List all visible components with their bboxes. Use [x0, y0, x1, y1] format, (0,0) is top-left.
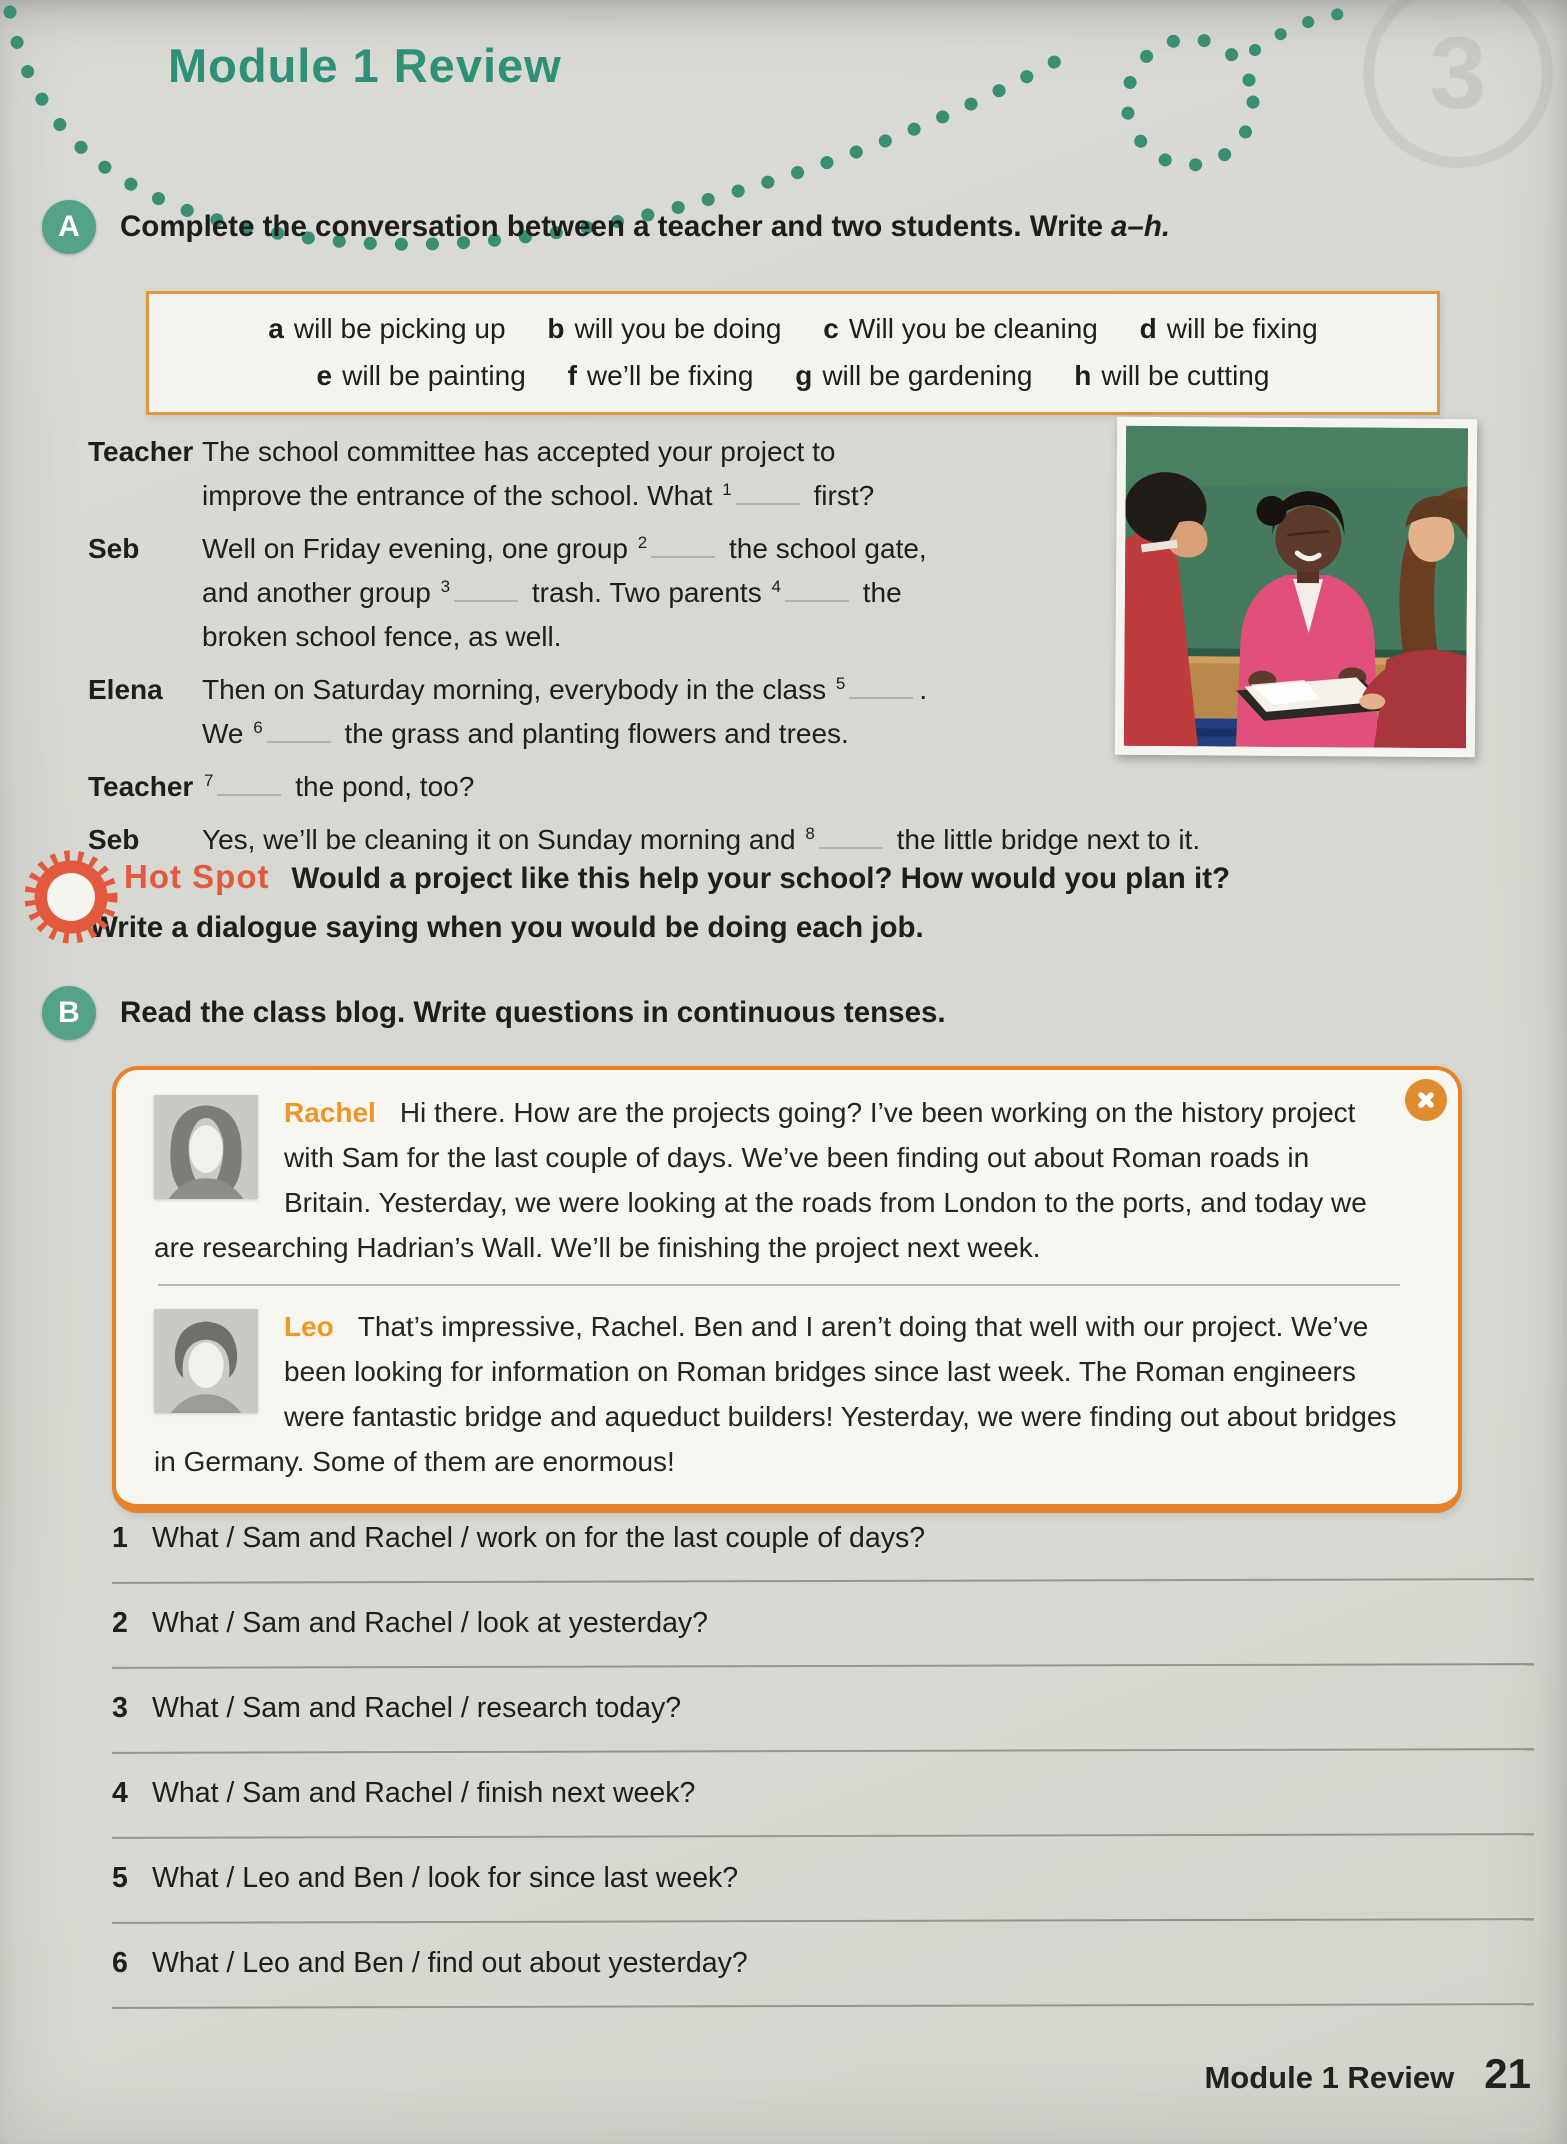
- option-phrase: will be gardening: [822, 360, 1033, 391]
- question-number: 6: [112, 1947, 128, 1979]
- question-block: [112, 1692, 1534, 1752]
- dialogue-text: the grass and planting flowers and trees.: [336, 718, 849, 749]
- option-letter: b: [547, 313, 565, 344]
- question-block: [112, 1777, 1534, 1837]
- blank-number: 6: [253, 718, 263, 737]
- exercise-a-range: a–h.: [1111, 210, 1171, 243]
- dialogue-text: and another group: [202, 577, 439, 608]
- show-through-unit-number: 3: [1363, 0, 1553, 168]
- dialogue-text: The school committee has accepted your project to: [202, 436, 836, 467]
- question-number: 5: [112, 1862, 128, 1894]
- blog-post-rachel: [154, 1090, 1404, 1270]
- question-line: [112, 1522, 1534, 1555]
- blank-number: 7: [204, 771, 214, 790]
- word-option: [317, 360, 526, 391]
- question-line: [112, 1692, 1534, 1725]
- class-blog-panel: [112, 1066, 1462, 1513]
- question-text: What / Sam and Rachel / finish next week?: [152, 1777, 696, 1809]
- word-option: [568, 360, 754, 391]
- answer-line[interactable]: [112, 1748, 1534, 1754]
- dialogue-speaker: Seb: [88, 533, 140, 564]
- question-number: 4: [112, 1777, 128, 1809]
- blog-post-leo: [154, 1304, 1404, 1484]
- question-block: [112, 1607, 1534, 1667]
- option-phrase: will be painting: [342, 360, 526, 391]
- exercise-a-header: [42, 200, 1170, 254]
- option-letter: g: [795, 360, 813, 391]
- blank-number: 1: [722, 480, 732, 499]
- answer-blank[interactable]: [217, 774, 281, 796]
- question-line: [112, 1777, 1534, 1810]
- blank-number: 8: [805, 824, 815, 843]
- footer-section-label: Module 1 Review: [1204, 2060, 1455, 2095]
- dialogue-text: Then on Saturday morning, everybody in the class: [202, 674, 834, 705]
- word-option: [1140, 313, 1318, 344]
- blank-number: 4: [771, 577, 781, 596]
- word-option: [823, 313, 1098, 344]
- dialogue-speech: [202, 430, 874, 518]
- dialogue-text: first?: [805, 480, 875, 511]
- option-letter: d: [1139, 313, 1157, 344]
- answer-line[interactable]: [112, 2003, 1534, 2009]
- dialogue-text: the pond, too?: [287, 771, 475, 802]
- hot-spot-question: Would a project like this help your school? How would you plan it?: [291, 862, 1231, 895]
- question-line: [112, 1607, 1534, 1640]
- rachel-avatar: [154, 1095, 258, 1199]
- questions-list: [112, 1522, 1534, 2032]
- leo-avatar: [154, 1309, 258, 1413]
- dialogue-speech: [202, 818, 1200, 862]
- question-block: [112, 1947, 1534, 2007]
- dialogue-speaker: Teacher: [88, 436, 194, 467]
- dialogue-text: the: [854, 577, 902, 608]
- question-number: 2: [112, 1607, 128, 1639]
- word-bank-box: [146, 291, 1440, 415]
- question-text: What / Sam and Rachel / work on for the last couple of days?: [152, 1522, 926, 1554]
- blog-post-text: [154, 1090, 1404, 1270]
- blank-number: 2: [637, 533, 648, 552]
- blank-number: 5: [835, 674, 846, 693]
- dialogue-text: Yes, we’ll be cleaning it on Sunday morning and: [202, 824, 804, 855]
- exercise-a-badge: A: [42, 200, 96, 254]
- option-phrase: will be fixing: [1166, 313, 1318, 344]
- exercise-b-instruction: Read the class blog. Write questions in continuous tenses.: [120, 996, 946, 1029]
- blog-post-text: [154, 1304, 1404, 1484]
- answer-blank[interactable]: [819, 827, 883, 849]
- hot-spot-section: [90, 858, 1520, 945]
- word-option: [547, 313, 781, 344]
- page-footer: [1204, 2050, 1531, 2098]
- post-divider: [158, 1284, 1400, 1286]
- option-letter: h: [1074, 360, 1092, 391]
- dialogue-row: [88, 818, 1490, 862]
- answer-blank[interactable]: [267, 721, 331, 743]
- dialogue-row: [88, 765, 1490, 809]
- word-option: [1074, 360, 1269, 391]
- dialogue-speech: [202, 527, 927, 659]
- word-bank-row: [149, 305, 1437, 352]
- option-phrase: will be picking up: [293, 313, 506, 344]
- question-number: 3: [112, 1692, 128, 1724]
- dialogue-speaker: Elena: [88, 674, 163, 705]
- close-icon[interactable]: [1405, 1079, 1447, 1121]
- dialogue-text: Well on Friday evening, one group: [202, 533, 636, 564]
- dialogue-speaker: Seb: [88, 824, 140, 855]
- hot-spot-label: Hot Spot: [124, 858, 270, 895]
- option-phrase: Will you be cleaning: [848, 313, 1098, 344]
- option-letter: f: [567, 360, 577, 391]
- dialogue-text: .: [919, 674, 928, 705]
- answer-line[interactable]: [112, 1663, 1534, 1669]
- question-block: [112, 1522, 1534, 1582]
- answer-line[interactable]: [112, 1833, 1534, 1839]
- answer-line[interactable]: [112, 1918, 1534, 1924]
- blog-author-name: Leo: [284, 1311, 334, 1342]
- starburst-icon: [16, 842, 126, 952]
- question-number: 1: [112, 1522, 128, 1554]
- answer-line[interactable]: [112, 1578, 1534, 1584]
- dialogue-speech: [202, 765, 474, 809]
- dialogue-text: broken school fence, as well.: [202, 621, 562, 652]
- blog-post-body: Hi there. How are the projects going? I’ve been working on the history project with Sam for the last couple of days. We’ve been finding out about Roman roads in Britain. Yesterday, we were looking at the roads from London to the ports, and today we are researching Hadrian’s Wall. We’ll be finishing the project next week.: [154, 1097, 1367, 1263]
- page-number: 21: [1484, 2050, 1531, 2097]
- option-phrase: will be cutting: [1101, 360, 1270, 391]
- exercise-a-instruction-text: Complete the conversation between a teacher and two students. Write: [120, 210, 1103, 243]
- answer-blank[interactable]: [849, 677, 913, 699]
- page-title: Module 1 Review: [168, 39, 562, 92]
- blog-post-body: That’s impressive, Rachel. Ben and I aren’t doing that well with our project. We’ve been looking for information on Roman bridges since last week. The Roman engineers were fantastic bridge and aqueduct builders! Yesterday, we were finding out about bridges in Germany. Some of them are enormous!: [154, 1311, 1397, 1477]
- question-text: What / Sam and Rachel / look at yesterday?: [152, 1607, 709, 1639]
- blank-number: 3: [440, 577, 451, 596]
- classroom-photo: [1115, 417, 1477, 758]
- classroom-photo-illustration: [1124, 426, 1468, 748]
- option-phrase: will you be doing: [574, 313, 782, 344]
- exercise-b-header: [42, 986, 946, 1040]
- answer-blank[interactable]: [785, 580, 849, 602]
- dialogue-text: the school gate,: [721, 533, 927, 564]
- dialogue-speech: [202, 668, 927, 756]
- dialogue-text: improve the entrance of the school. What: [202, 480, 721, 511]
- hot-spot-instruction: Write a dialogue saying when you would be doing each job.: [90, 911, 924, 944]
- answer-blank[interactable]: [454, 580, 518, 602]
- dialogue-text: We: [202, 718, 252, 749]
- answer-blank[interactable]: [651, 536, 715, 558]
- dialogue-speaker: Teacher: [88, 771, 194, 802]
- question-text: What / Sam and Rachel / research today?: [152, 1692, 682, 1724]
- dialogue-text: the little bridge next to it.: [888, 824, 1201, 855]
- answer-blank[interactable]: [736, 483, 800, 505]
- question-block: [112, 1862, 1534, 1922]
- exercise-a-instruction: [120, 210, 1170, 244]
- option-phrase: we’ll be fixing: [586, 360, 754, 391]
- question-line: [112, 1862, 1534, 1895]
- question-text: What / Leo and Ben / find out about yesterday?: [152, 1947, 748, 1979]
- word-bank-row: [149, 352, 1437, 399]
- word-option: [795, 360, 1032, 391]
- option-letter: e: [316, 360, 333, 391]
- exercise-b-badge: B: [42, 986, 96, 1040]
- dialogue-text: trash. Two parents: [524, 577, 770, 608]
- option-letter: c: [823, 313, 839, 344]
- option-letter: a: [268, 313, 284, 344]
- blog-author-name: Rachel: [284, 1097, 376, 1128]
- question-text: What / Leo and Ben / look for since last week?: [152, 1862, 739, 1894]
- question-line: [112, 1947, 1534, 1980]
- word-option: [268, 313, 505, 344]
